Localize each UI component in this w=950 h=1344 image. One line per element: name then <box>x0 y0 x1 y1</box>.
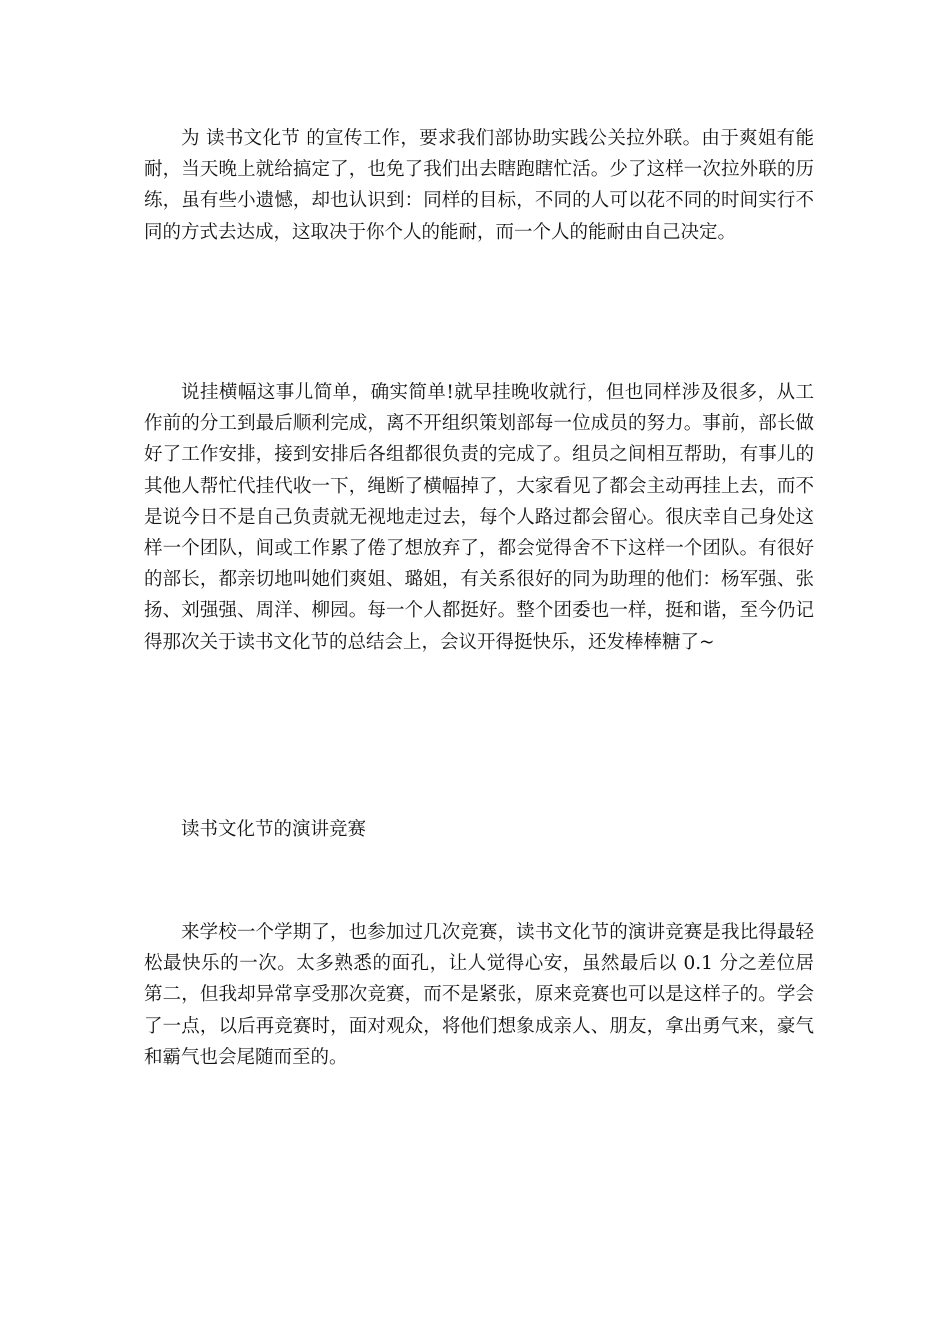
section-heading-speech-contest: 读书文化节的演讲竞赛 <box>181 819 367 840</box>
paragraph-banner-hanging: 说挂横幅这事儿简单，确实简单!就早挂晚收就行，但也同样涉及很多，从工作前的分工到最后顺利完成，离不开组织策划部每一位成员的努力。事前，部长做好了工作安排，接到安排后各组都很负责的完成了。组员之间相互帮助，有事儿的其他人帮忙代挂代收一下，绳断了横幅掉了，大家看见了都会主动再挂上去，而不是说今日不是自己负责就无视地走过去，每个人路过都会留心。很庆幸自己身处这样一个团队，间或工作累了倦了想放弃了，都会觉得舍不下这样一个团队。有很好的部长，都亲切地叫她们爽姐、璐姐，有关系很好的同为助理的他们：杨军强、张扬、刘强强、周洋、柳园。每一个人都挺好。整个团委也一样，挺和谐，至今仍记得那次关于读书文化节的总结会上，会议开得挺快乐，还发棒棒糖了~ <box>144 382 814 653</box>
paragraph-publicity-work: 为 读书文化节 的宣传工作，要求我们部协助实践公关拉外联。由于爽姐有能耐，当天晚上就给搞定了，也免了我们出去瞎跑瞎忙活。少了这样一次拉外联的历练，虽有些小遗憾，却也认识到：同样的目标，不同的人可以花不同的时间实行不同的方式去达成，这取决于你个人的能耐，而一个人的能耐由自己决定。 <box>144 128 814 243</box>
paragraph-speech-contest: 来学校一个学期了，也参加过几次竞赛，读书文化节的演讲竞赛是我比得最轻松最快乐的一次。太多熟悉的面孔，让人觉得心安，虽然最后以 0.1 分之差位居第二，但我却异常享受那次竞赛，而不是紧张，原来竞赛也可以是这样子的。学会了一点，以后再竞赛时，面对观众，将他们想象成亲人、朋友，拿出勇气来，豪气和霸气也会尾随而至的。 <box>144 922 814 1068</box>
